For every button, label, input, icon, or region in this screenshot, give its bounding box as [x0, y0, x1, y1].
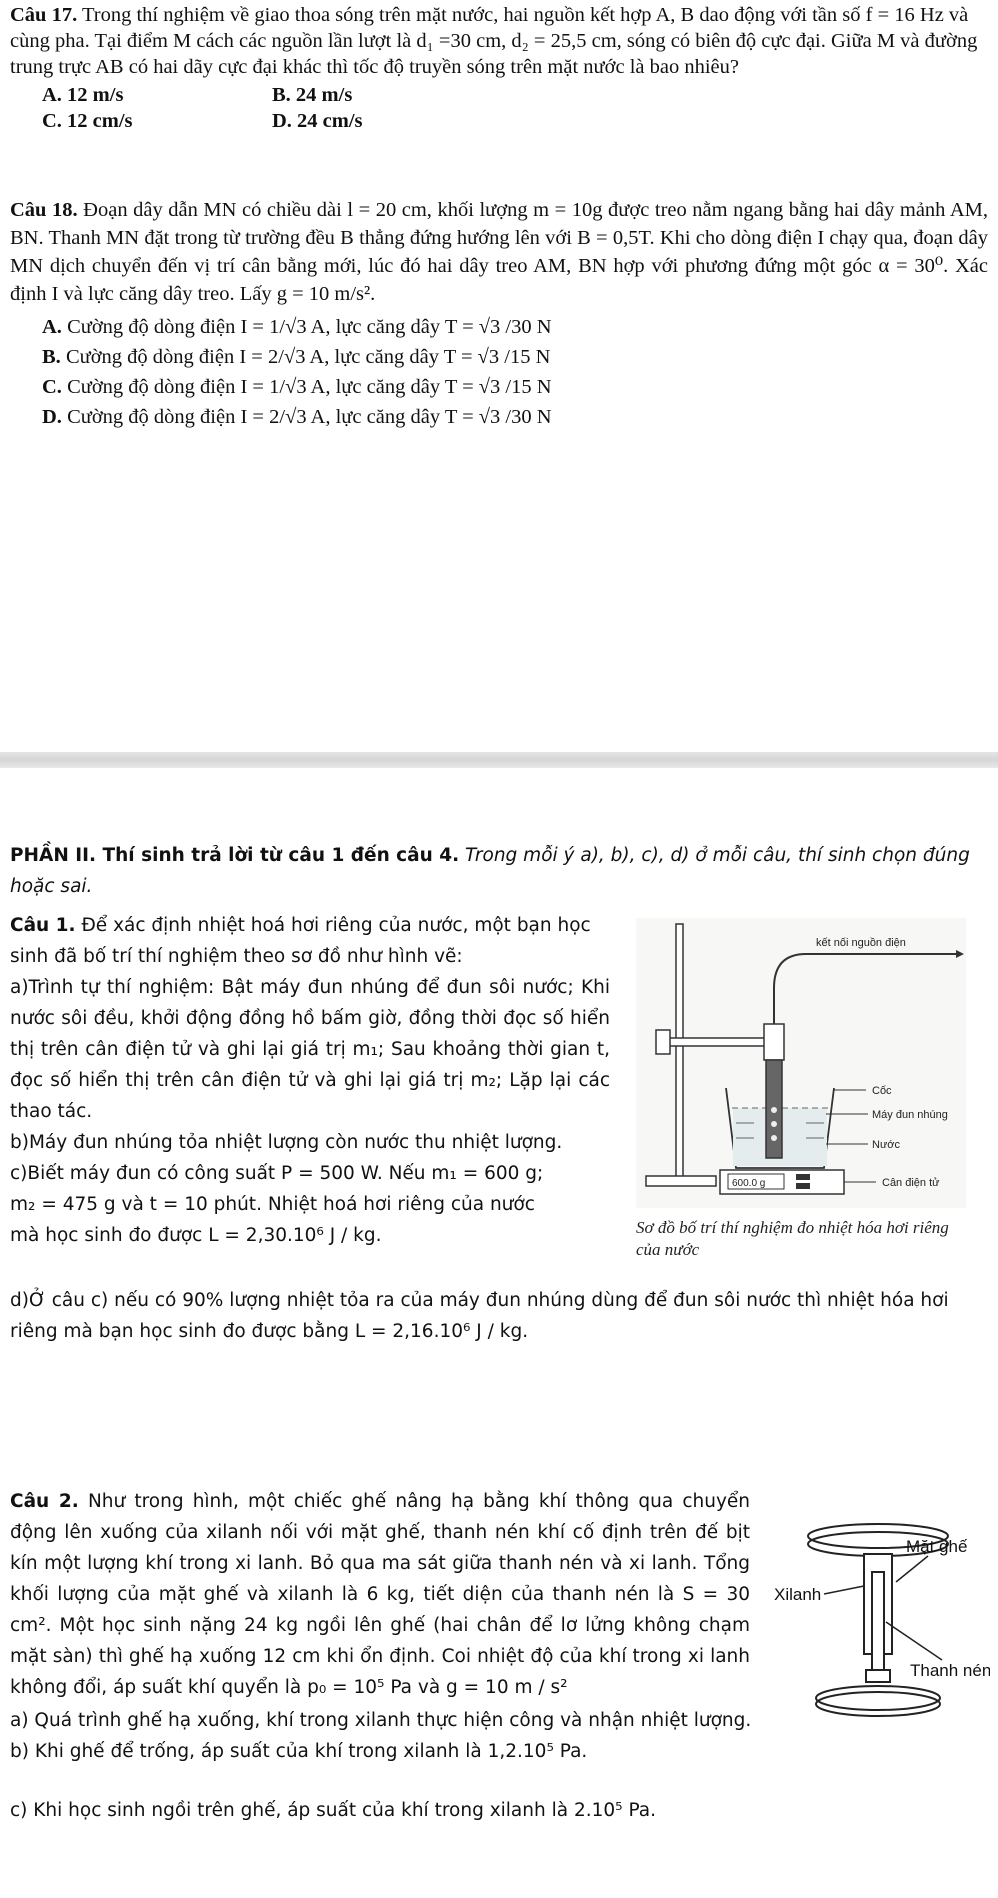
q18-option-a[interactable]: [42, 312, 988, 342]
q18-option-a-text: Cường độ dòng điện I = 1/√3 A, lực căng dây T = √3 /30 N: [67, 316, 552, 338]
question-17: [10, 2, 988, 134]
label-power: kết nối nguồn điện: [816, 937, 906, 949]
stand-rod: [676, 924, 683, 1179]
q17-option-b[interactable]: B. 24 m/s: [272, 84, 353, 106]
c1-apparatus-diagram: [636, 918, 966, 1208]
clamp-arm: [668, 1038, 778, 1046]
label-heater: Máy đun nhúng: [872, 1109, 948, 1121]
q18-text: Đoạn dây dẫn MN có chiều dài l = 20 cm, khối lượng m = 10g được treo nằm ngang bằng hai dây mảnh AM, BN. Thanh MN đặt trong từ trường đều B thẳng đứng hướng lên với B = 0,5T. Khi cho dòng điện I chạy qua, đoạn dây MN dịch chuyển đến vị trí cân bằng mới, lúc đó hai dây treo AM, BN hợp với phương đứng một góc α = 30⁰. Xác định I và lực căng dây treo. Lấy g = 10 m/s².: [10, 199, 988, 305]
c1-statement-a[interactable]: a)Trình tự thí nghiệm: Bật máy đun nhúng để đun sôi nước; Khi nước sôi đều, khởi động đồng hồ bấm giờ, đồng thời đọc số hiển thị trên cân điện tử và ghi lại giá trị m₁; Sau khoảng thời gian t, đọc số hiển thị trên cân điện tử và ghi lại giá trị m₂; Lặp lại các thao tác.: [10, 977, 610, 1122]
compression-rod: [872, 1572, 884, 1682]
q17-title: Câu 17.: [10, 4, 78, 26]
label-seat: Mặt ghế: [906, 1537, 968, 1556]
q18-option-c-text: Cường độ dòng điện I = 1/√3 A, lực căng dây T = √3 /15 N: [67, 376, 552, 398]
c1-statement-c-line2: m₂ = 475 g và t = 10 phút. Nhiệt hoá hơi riêng của nước: [10, 1194, 535, 1215]
c2-title: Câu 2.: [10, 1491, 79, 1512]
q18-option-c-letter: C.: [42, 376, 62, 398]
q18-option-b[interactable]: [42, 342, 988, 372]
c1-figure: [636, 918, 966, 1261]
c1-statement-b[interactable]: b)Máy đun nhúng tỏa nhiệt lượng còn nước thu nhiệt lượng.: [10, 1132, 563, 1153]
c1-figure-caption: Sơ đồ bố trí thí nghiệm đo nhiệt hóa hơi riêng của nước: [636, 1218, 949, 1259]
q18-option-a-letter: A.: [42, 316, 62, 338]
part2-heading: [10, 840, 988, 902]
q17-option-c[interactable]: C. 12 cm/s: [42, 110, 133, 132]
c1-intro-text: Để xác định nhiệt hoá hơi riêng của nước, một bạn học sinh đã bố trí thí nghiệm theo sơ đồ như hình vẽ:: [10, 915, 591, 967]
q17-stem: [10, 2, 988, 80]
chair-base: [816, 1686, 940, 1710]
label-scale: Cân điện tử: [882, 1177, 940, 1189]
section-divider: [0, 752, 998, 768]
q18-options: [42, 312, 988, 432]
c2-statement-a[interactable]: a) Quá trình ghế hạ xuống, khí trong xilanh thực hiện công và nhận nhiệt lượng.: [10, 1710, 752, 1731]
q18-option-b-text: Cường độ dòng điện I = 2/√3 A, lực căng dây T = √3 /15 N: [65, 346, 551, 368]
c2-chair-diagram: [766, 1502, 990, 1732]
q17-option-a[interactable]: A. 12 m/s: [42, 84, 124, 106]
q18-option-d-text: Cường độ dòng điện I = 2/√3 A, lực căng dây T = √3 /30 N: [67, 406, 552, 428]
question-18: [10, 196, 988, 432]
c2-statement-c[interactable]: c) Khi học sinh ngồi trên ghế, áp suất của khí trong xilanh là 2.10⁵ Pa.: [10, 1800, 656, 1821]
part2-heading-italic: Trong mỗi ý a), b), c), d) ở mỗi câu, thí sinh chọn đúng hoặc sai.: [10, 845, 970, 897]
c1-title: Câu 1.: [10, 915, 76, 936]
clamp-boss: [656, 1030, 670, 1054]
c1-statement-c-line3: mà học sinh đo được L = 2,30.10⁶ J / kg.: [10, 1225, 382, 1246]
c2-stem: [10, 1486, 750, 1703]
c2-text: Như trong hình, một chiếc ghế nâng hạ bằng khí thông qua chuyển động lên xuống của xilanh nối với mặt ghế, thanh nén khí cố định trên đế bịt kín một lượng khí trong xi lanh. Bỏ qua ma sát giữa thanh nén và xi lanh. Tổng khối lượng của mặt ghế và xilanh là 6 kg, tiết diện của thanh nén là S = 30 cm². Một học sinh nặng 24 kg ngồi lên ghế (hai chân để lơ lửng không chạm mặt sàn) thì ghế hạ xuống 12 cm khi ổn định. Coi nhiệt độ của khí trong xi lanh không đổi, áp suất khí quyển là p₀ = 10⁵ Pa và g = 10 m / s²: [10, 1491, 751, 1698]
clamp-holder: [764, 1024, 784, 1060]
c1-left-column: [10, 910, 610, 1251]
c2-left-column: [10, 1486, 750, 1703]
c2-figure: [766, 1502, 990, 1737]
q18-title: Câu 18.: [10, 199, 78, 221]
q17-options: [42, 82, 988, 134]
q18-option-d-letter: D.: [42, 406, 62, 428]
q18-option-c[interactable]: [42, 372, 988, 402]
label-water: Nước: [872, 1139, 901, 1151]
label-cup: Cốc: [872, 1085, 892, 1097]
c1-statement-c-line1[interactable]: c)Biết máy đun có công suất P = 500 W. Nếu m₁ = 600 g;: [10, 1163, 544, 1184]
scale-reading: 600.0 g: [732, 1178, 766, 1189]
q18-stem: [10, 196, 988, 308]
q17-text: Trong thí nghiệm về giao thoa sóng trên mặt nước, hai nguồn kết hợp A, B dao động với tần số f = 16 Hz và cùng pha. Tại điểm M cách các nguồn lần lượt là d₁ =30 cm, d₂ = 25,5 cm, sóng có biên độ cực đại. Giữa M và đường trung trực AB có hai dãy cực đại khác thì tốc độ truyền sóng trên mặt nước là bao nhiêu?: [10, 4, 978, 78]
q18-option-b-letter: B.: [42, 346, 61, 368]
part2-heading-bold: PHẦN II. Thí sinh trả lời từ câu 1 đến câu 4.: [10, 845, 460, 866]
c2-statement-b[interactable]: b) Khi ghế để trống, áp suất của khí trong xilanh là 1,2.10⁵ Pa.: [10, 1741, 588, 1762]
q17-option-d[interactable]: D. 24 cm/s: [272, 110, 363, 132]
part2-heading-text: [10, 840, 988, 902]
c1-statement-d[interactable]: d)Ở câu c) nếu có 90% lượng nhiệt tỏa ra của máy đun nhúng dùng để đun sôi nước thì nhiệt hóa hơi riêng mà bạn học sinh đo được bằng L = 2,16.10⁶ J / kg.: [10, 1290, 949, 1342]
label-rod: Thanh nén: [910, 1661, 990, 1680]
c1-intro: [10, 910, 610, 972]
q18-option-d[interactable]: [42, 402, 988, 432]
label-cylinder: Xilanh: [774, 1585, 822, 1604]
stand-base: [646, 1176, 716, 1186]
